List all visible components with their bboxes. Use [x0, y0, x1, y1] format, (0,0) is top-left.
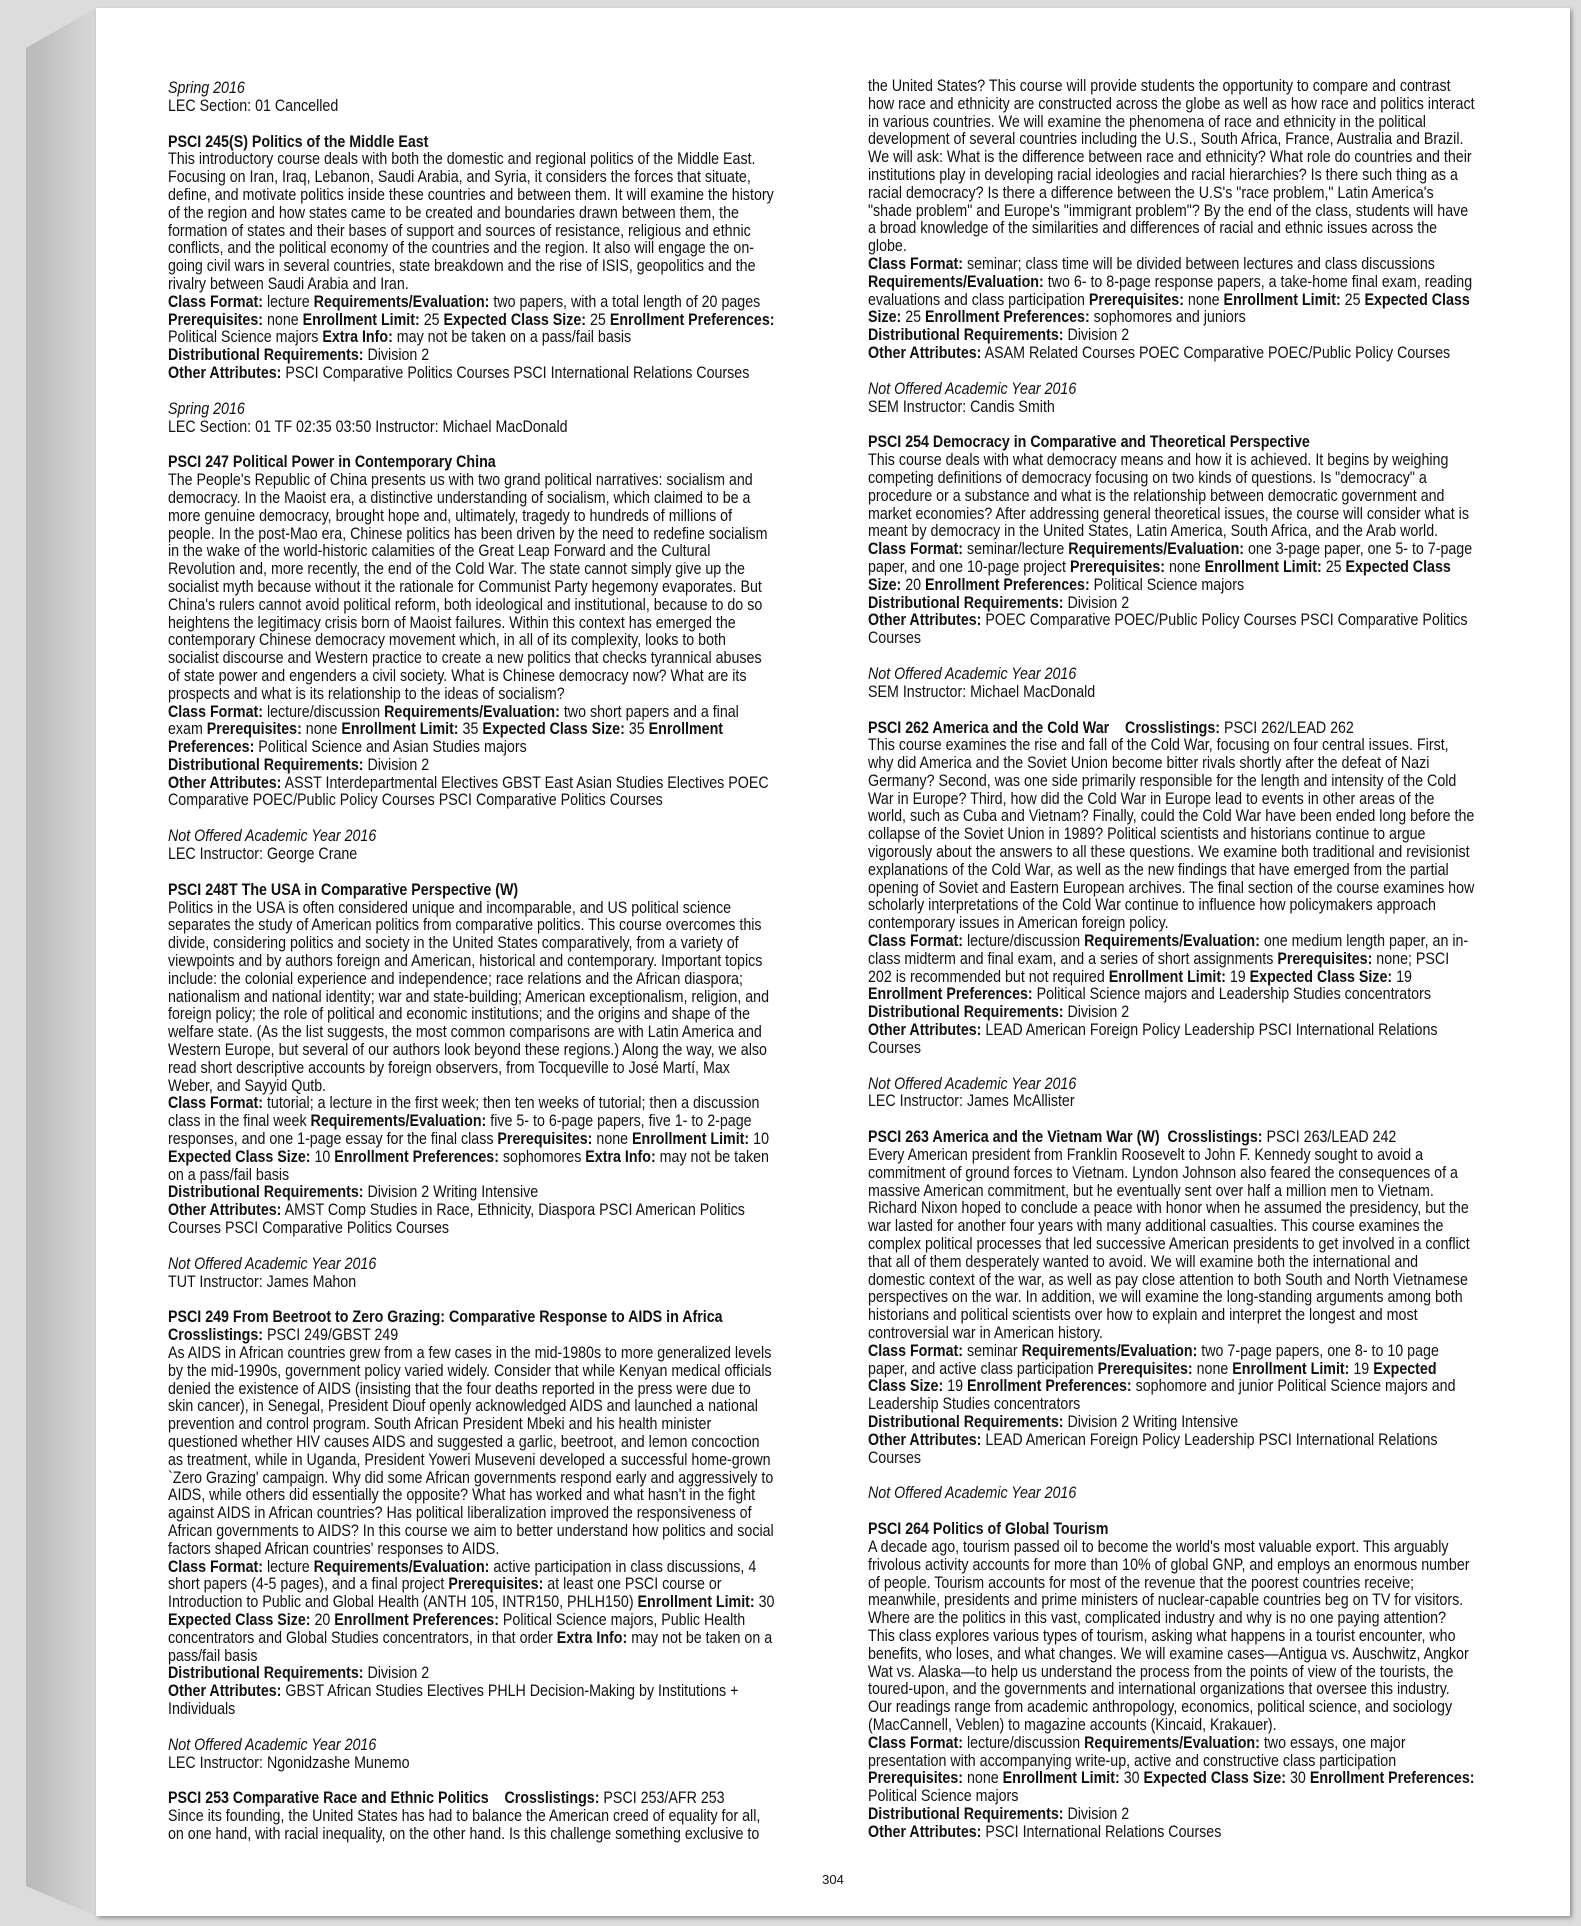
course-title: PSCI 264 Politics of Global Tourism: [868, 1520, 1109, 1539]
page-number: 304: [822, 1872, 844, 1887]
other-attributes: Other Attributes: LEAD American Foreign Policy Leadership PSCI International Relations Courses: [868, 1430, 1438, 1467]
course-description: This course examines the rise and fall of the Cold War, focusing on four central issues. First, why did America and the Soviet Union become bitter rivals shortly after the defeat of Nazi Germany? Second, was one side primarily responsible for the length and intensity of the Cold War in Europe? Third, how did the Cold War in Europe lead to events in other areas of the world, such as Cuba and Vietnam? Finally, could the Cold War have been ended long before the collapse of the Soviet Union in 1989? Political scientists and historians continue to argue vigorously about the answers to all these questions. We examine both traditional and revisionist explanations of the Cold War, as well as the new findings that have emerged from the partial opening of Soviet and Eastern European archives. The final section of the course examines how scholarly interpretations of the Cold War continue to influence how policymakers approach contemporary issues in American foreign policy.: [868, 736, 1475, 933]
other-attributes: Other Attributes: PSCI Comparative Politics Courses PSCI International Relations Courses: [168, 363, 750, 382]
section-entry: Not Offered Academic Year 2016 SEM Instructor: Candis Smith: [868, 379, 1077, 416]
course-description: A decade ago, tourism passed oil to become the world's most valuable export. This arguably frivolous activity accounts for more than 10% of global GNP, and employs an enormous number of people. Tourism accounts for most of the revenue that the poorest countries receive; meanwhile, presidents and prime ministers of nuclear-capable countries beg on TV for visitors. Where are the politics in this vast, complicated industry and why is no one paying attention? This class explores various types of tourism, asking what happens in a tourist encounter, who benefits, who loses, and what changes. We will examine cases—Antigua vs. Auschwitz, Angkor Wat vs. Alaska—to help us understand the process from the points of view of the tourists, the toured-upon, and the governments and international organizations that oversee this industry. Our readings range from academic anthropology, economics, political science, and sociology (MacCannell, Veblen) to magazine accounts (Kincaid, Krakauer).: [868, 1537, 1470, 1734]
course-psci-249: [168, 1309, 775, 1718]
catalog-page: [96, 8, 1570, 1916]
course-details: Class Format: lecture Requirements/Evaluation: two papers, with a total length of 20 pages Prerequisites: none Enrollment Limit: 25 Expected Class Size: 25 Enrollment Preferences: Political Science majors Extra Info: may not be taken on a pass/fail basis: [168, 292, 775, 347]
course-title: PSCI 245(S) Politics of the Middle East: [168, 132, 429, 151]
distributional-requirements: Distributional Requirements: Division 2: [868, 1804, 1130, 1823]
section-entry: Not Offered Academic Year 2016: [868, 1484, 1077, 1503]
course-title: PSCI 263 America and the Vietnam War (W): [868, 1128, 1160, 1147]
course-psci-264: [868, 1521, 1475, 1841]
course-title-line: PSCI 263 America and the Vietnam War (W) Crosslistings: PSCI 263/LEAD 242: [868, 1128, 1397, 1147]
other-attributes: Other Attributes: ASST Interdepartmental Electives GBST East Asian Studies Electives POEC Comparative POEC/Public Policy Courses PSCI Comparative Politics Courses: [168, 773, 769, 810]
distributional-requirements: Distributional Requirements: Division 2: [168, 1664, 430, 1683]
left-column: [168, 80, 775, 1844]
course-description: Politics in the USA is often considered unique and incomparable, and US political science separates the study of American politics from comparative politics. This course overcomes this divide, considering politics and society in the United States comparatively, from a variety of viewpoints and by authors foreign and American, historical and contemporary. Important topics include: the colonial experience and independence; race relations and the African diaspora; nationalism and national identity; war and state-building; American exceptionalism, religion, and foreign policy; the role of political and economic institutions; and the origins and shape of the welfare state. (As the list suggests, the most common comparisons are with Latin America and Western Europe, but several of our authors look beyond these regions.) Along the way, we also read short descriptive accounts by foreign observers, from Tocqueville to José Martí, Max Weber, and Sayyid Qutb.: [168, 898, 770, 1095]
course-title: PSCI 262 America and the Cold War: [868, 718, 1110, 737]
course-title: PSCI 248T The USA in Comparative Perspective (W): [168, 880, 519, 899]
course-details: Class Format: seminar/lecture Requirements/Evaluation: one 3-page paper, one 5- to 7-page paper, and one 10-page project Prerequisites: none Enrollment Limit: 25 Expected Class Size: 20 Enrollment Preferences: Political Science majors: [868, 540, 1473, 594]
other-attributes: Other Attributes: LEAD American Foreign Policy Leadership PSCI International Relations Courses: [868, 1021, 1438, 1057]
distributional-requirements: Distributional Requirements: Division 2: [868, 326, 1130, 345]
section-entry: Not Offered Academic Year 2016 SEM Instructor: Michael MacDonald: [868, 664, 1096, 701]
course-description: This course deals with what democracy means and how it is achieved. It begins by weighing competing definitions of democracy focusing on two kinds of questions. Is "democracy" a procedure or a substance and what is the relationship between democratic government and market economies? After addressing general theoretical issues, the course will consider what is meant by democracy in the United States, Latin America, South Africa, and the Arab world.: [868, 451, 1469, 541]
course-psci-263: [868, 1129, 1475, 1467]
distributional-requirements: Distributional Requirements: Division 2: [168, 755, 430, 774]
course-description: This introductory course deals with both the domestic and regional politics of the Middle East. Focusing on Iran, Iraq, Lebanon, Saudi Arabia, and Syria, it considers the forces that situate, define, and motivate politics inside these countries and between them. It will examine the history of the region and how states came to be created and boundaries drawn between them, the formation of states and their bases of support and sources of resistance, religious and ethnic conflicts, and the political economy of the countries and the region. It also will engage the on-going civil wars in several countries, state breakdown and the rise of ISIS, geopolitics and the rivalry between Saudi Arabia and Iran.: [168, 150, 774, 293]
other-attributes: Other Attributes: AMST Comp Studies in Race, Ethnicity, Diaspora PSCI American Politics Courses PSCI Comparative Politics Courses: [168, 1201, 745, 1238]
section-info: LEC Section: 01 Cancelled: [168, 96, 339, 115]
course-title: PSCI 247 Political Power in Contemporary China: [168, 453, 496, 472]
section-entry: Not Offered Academic Year 2016 LEC Instructor: Ngonidzashe Munemo: [168, 1735, 410, 1772]
course-psci-248t: [168, 882, 775, 1238]
section-entry: Not Offered Academic Year 2016 LEC Instructor: James McAllister: [868, 1074, 1077, 1111]
crosslistings: Crosslistings: PSCI 249/GBST 249: [168, 1326, 399, 1345]
distributional-requirements: Distributional Requirements: Division 2 Writing Intensive: [168, 1183, 539, 1202]
course-details: Class Format: lecture Requirements/Evaluation: active participation in class discussions, 4 short papers (4-5 pages), and a final project Prerequisites: at least one PSCI course or Introduction to Public and Global Health (ANTH 105, INTR150, PHLH150) Enrollment Limit: 30 Expected Class Size: 20 Enrollment Preferences: Political Science majors, Public Health concentrators and Global Studies concentrators, in that order Extra Info: may not be taken on a pass/fail basis: [168, 1557, 775, 1665]
section-entry: [168, 80, 775, 116]
course-psci-253-cont: [868, 78, 1475, 363]
course-description: Every American president from Franklin Roosevelt to John F. Kennedy sought to avoid a commitment of ground forces to Vietnam. Lyndon Johnson also feared the consequences of a massive American commitment, but he eventually sent over half a million men to Vietnam. Richard Nixon hoped to conclude a peace with honor when he assumed the presidency, but the war lasted for another four years with many additional casualties. This course examines the complex political processes that led successive American presidents to get involved in a conflict that all of them desperately wanted to avoid. We will examine both the international and domestic context of the war, as well as pay close attention to both South and North Vietnamese perspectives on the war. In addition, we will examine the long-standing arguments among both historians and political scientists over how to explain and interpret the longest and most controversial war in American history.: [868, 1146, 1470, 1342]
course-title-line: PSCI 262 America and the Cold War Crosslistings: PSCI 262/LEAD 262: [868, 718, 1354, 737]
distributional-requirements: Distributional Requirements: Division 2 Writing Intensive: [868, 1412, 1239, 1431]
right-column: [868, 78, 1475, 1842]
course-details: Class Format: tutorial; a lecture in the first week; then ten weeks of tutorial; then a discussion class in the final week Requirements/Evaluation: five 5- to 6-page papers, five 1- to 2-page responses, and one 1-page essay for the final class Prerequisites: none Enrollment Limit: 10 Expected Class Size: 10 Enrollment Preferences: sophomores Extra Info: may not be taken on a pass/fail basis: [168, 1094, 769, 1184]
course-details: Class Format: lecture/discussion Requirements/Evaluation: two short papers and a final exam Prerequisites: none Enrollment Limit: 35 Expected Class Size: 35 Enrollment Preferences: Political Science and Asian Studies majors: [168, 702, 739, 757]
course-psci-247: [168, 454, 775, 810]
other-attributes: Other Attributes: GBST African Studies Electives PHLH Decision-Making by Institutions + Individuals: [168, 1682, 739, 1718]
distributional-requirements: Distributional Requirements: Division 2: [168, 346, 430, 365]
course-title: PSCI 249 From Beetroot to Zero Grazing: Comparative Response to AIDS in Africa: [168, 1308, 723, 1327]
section-entry: Spring 2016 LEC Section: 01 TF 02:35 03:50 Instructor: Michael MacDonald: [168, 399, 568, 436]
section-entry: Not Offered Academic Year 2016 TUT Instructor: James Mahon: [168, 1254, 377, 1291]
distributional-requirements: Distributional Requirements: Division 2: [868, 1003, 1130, 1022]
course-details: Class Format: seminar; class time will be divided between lectures and class discussions Requirements/Evaluation: two 6- to 8-page response papers, a take-home final exam, reading evaluations and class participation Prerequisites: none Enrollment Limit: 25 Expected Class Size: 25 Enrollment Preferences: sophomores and juniors: [868, 254, 1473, 327]
course-psci-245: [168, 134, 775, 383]
course-title: PSCI 253 Comparative Race and Ethnic Politics: [168, 1789, 489, 1808]
term: Spring 2016: [168, 79, 245, 97]
course-title: PSCI 254 Democracy in Comparative and Theoretical Perspective: [868, 433, 1310, 452]
book-spine: [26, 8, 96, 1916]
course-description: the United States? This course will provide students the opportunity to compare and contrast how race and ethnicity are constructed across the globe as well as how race and politics interact in various countries. We will examine the phenomena of race and ethnicity in the political development of several countries including the U.S., South Africa, France, Australia and Brazil. We will ask: What is the difference between race and ethnicity? What role do countries and their institutions play in developing racial ideologies and racial hierarchies? Is there such thing as a racial democracy? Is there a difference between the U.S's "race problem," Latin America's "shade problem" and Europe's "immigrant problem"? By the end of the class, students will have a broad knowledge of the similarities and differences of racial and ethnic issues across the globe.: [868, 77, 1475, 256]
course-title-line: PSCI 253 Comparative Race and Ethnic Politics Crosslistings: PSCI 253/AFR 253: [168, 1789, 725, 1808]
course-details: Class Format: seminar Requirements/Evaluation: two 7-page papers, one 8- to 10 page paper, and active class participation Prerequisites: none Enrollment Limit: 19 Expected Class Size: 19 Enrollment Preferences: sophomore and junior Political Science majors and Leadership Studies concentrators: [868, 1341, 1456, 1414]
course-description: Since its founding, the United States has had to balance the American creed of equality for all, on one hand, with racial inequality, on the other hand. Is this challenge something exclusive to: [168, 1807, 761, 1843]
course-details: Class Format: lecture/discussion Requirements/Evaluation: two essays, one major presentation with accompanying write-up, active and constructive class participation Prerequisites: none Enrollment Limit: 30 Expected Class Size: 30 Enrollment Preferences: Political Science majors: [868, 1733, 1475, 1806]
course-details: Class Format: lecture/discussion Requirements/Evaluation: one medium length paper, an in-class midterm and final exam, and a series of short assignments Prerequisites: none; PSCI 202 is recommended but not required Enrollment Limit: 19 Expected Class Size: 19 Enrollment Preferences: Political Science majors and Leadership Studies concentrators: [868, 932, 1469, 1004]
course-description: As AIDS in African countries grew from a few cases in the mid-1980s to more generalized levels by the mid-1990s, government policy varied widely. Consider that while Kenyan medical officials denied the existence of AIDS (insisting that the four deaths reported in the press were due to skin cancer), in Senegal, President Diouf openly acknowledged AIDS and launched a national prevention and control program. South African President Mbeki and his health minister questioned whether HIV causes AIDS and suggested a garlic, beetroot, and lemon concoction as treatment, while in Uganda, President Yoweri Museveni developed a successful home-grown `Zero Grazing' campaign. Why did some African governments respond early and aggressively to AIDS, while others did essentially the opposite? What has worked and what hasn't in the fight against AIDS in African countries? Has political liberalization improved the responsiveness of African governments to AIDS? In this course we aim to better understand how politics and social factors shaped African countries' responses to AIDS.: [168, 1344, 774, 1558]
other-attributes: Other Attributes: POEC Comparative POEC/Public Policy Courses PSCI Comparative Politics Courses: [868, 611, 1468, 648]
course-psci-254: [868, 434, 1475, 648]
section-entry: Not Offered Academic Year 2016 LEC Instructor: George Crane: [168, 827, 377, 864]
course-psci-262: [868, 720, 1475, 1058]
course-psci-253: [168, 1790, 775, 1843]
course-description: The People's Republic of China presents us with two grand political narratives: socialism and democracy. In the Maoist era, a distinctive understanding of socialism, which claimed to be a more genuine democracy, brought hope and, ultimately, tragedy to hundreds of millions of people. In the post-Mao era, Chinese politics has been driven by the need to redefine socialism in the wake of the world-historic calamities of the Great Leap Forward and the Cultural Revolution and, more recently, the end of the Cold War. The state cannot simply give up the socialist myth because without it the rationale for Communist Party hegemony evaporates. But China's rulers cannot avoid political reform, both ideological and institutional, because to do so heightens the legitimacy crisis born of Maoist failures. Within this context has emerged the contemporary Chinese democracy movement which, in all of its complexity, looks to both socialist discourse and Western practice to create a new politics that checks tyrannical abuses of state power and engenders a civil society. What is Chinese democracy now? What are its prospects and what is its relationship to the ideas of socialism?: [168, 471, 768, 703]
distributional-requirements: Distributional Requirements: Division 2: [868, 593, 1130, 612]
other-attributes: Other Attributes: ASAM Related Courses POEC Comparative POEC/Public Policy Courses: [868, 343, 1451, 362]
other-attributes: Other Attributes: PSCI International Relations Courses: [868, 1822, 1222, 1841]
